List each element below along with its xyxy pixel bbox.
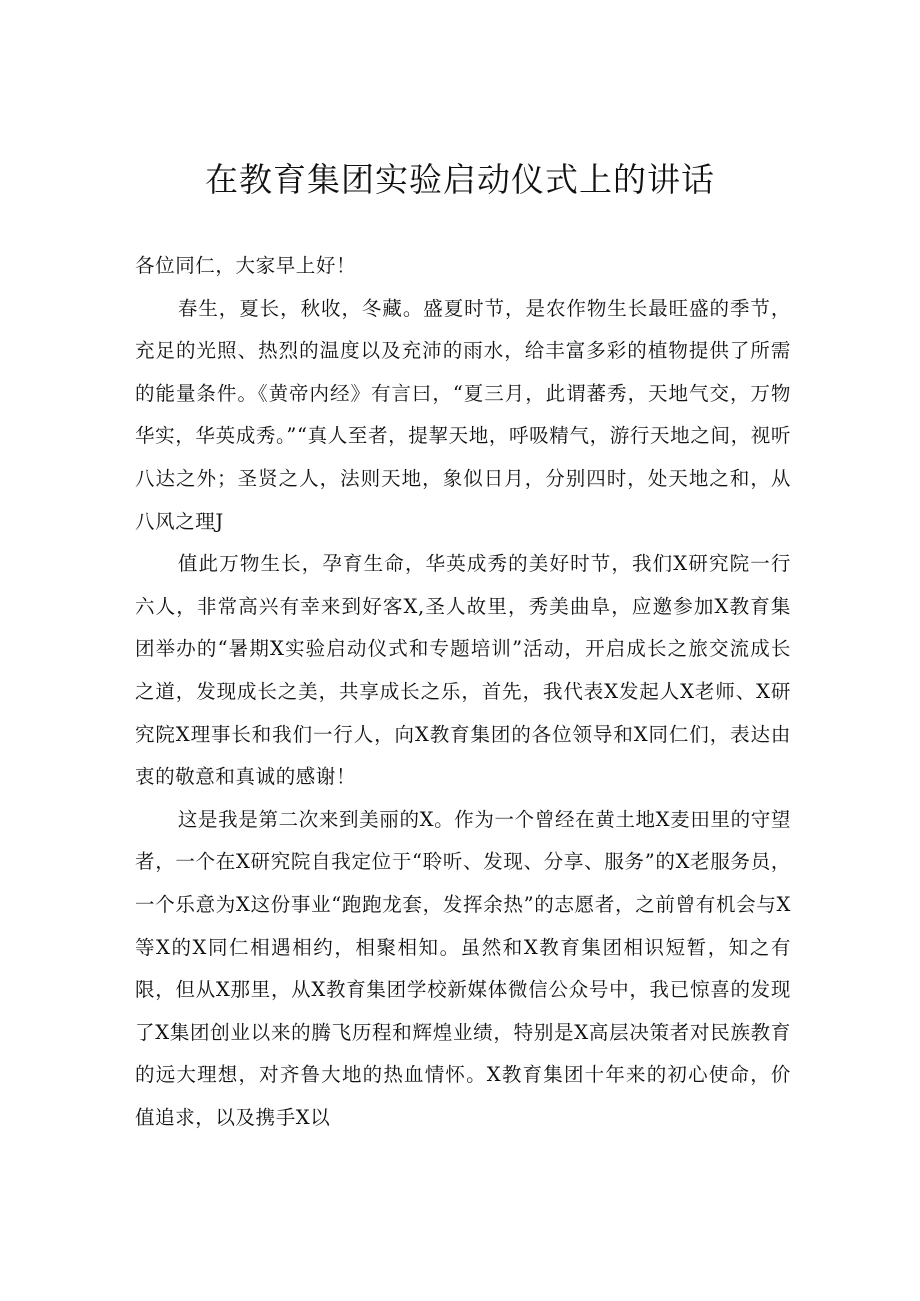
document-body xyxy=(135,245,791,1139)
greeting-paragraph: 各位同仁，大家早上好！ xyxy=(135,254,357,277)
body-paragraph: 值此万物生长，孕育生命，华英成秀的美好时节，我们X研究院一行六人，非常高兴有幸来到好客X,圣人故里，秀美曲阜，应邀参加X教育集团举办的“暑期X实验启动仪式和专题培训”活动，开启成长之旅交流成长之道，发现成长之美，共享成长之乐，首先，我代表X发起人X老师、X研究院X理事长和我们一行人，向X教育集团的各位领导和X同仁们，表达由衷的敬意和真诚的感谢！ xyxy=(135,552,791,789)
document-title: 在教育集团实验启动仪式上的讲话 xyxy=(205,160,715,199)
body-paragraph: 这是我是第二次来到美丽的X。作为一个曾经在黄土地X麦田里的守望者，一个在X研究院自我定位于“聆听、发现、分享、服务”的X老服务员，一个乐意为X这份事业“跑跑龙套，发挥余热”的志愿者，之前曾有机会与X等X的X同仁相遇相约，相聚相知。虽然和X教育集团相识短暂，知之有限，但从X那里，从X教育集团学校新媒体微信公众号中，我已惊喜的发现了X集团创业以来的腾飞历程和辉煌业绩，特别是X高层决策者对民族教育的远大理想，对齐鲁大地的热血情怀。X教育集团十年来的初心使命，价值追求，以及携手X以 xyxy=(135,807,791,1129)
body-paragraph: 春生，夏长，秋收，冬藏。盛夏时节，是农作物生长最旺盛的季节，充足的光照、热烈的温度以及充沛的雨水，给丰富多彩的植物提供了所需的能量条件。《黄帝内经》有言曰，“夏三月，此谓蕃秀，天地气交，万物华实，华英成秀。”“真人至者，提挈天地，呼吸精气，游行天地之间，视听八达之外；圣贤之人，法则天地，象似日月，分别四时，处天地之和，从八风之理J xyxy=(135,296,791,533)
